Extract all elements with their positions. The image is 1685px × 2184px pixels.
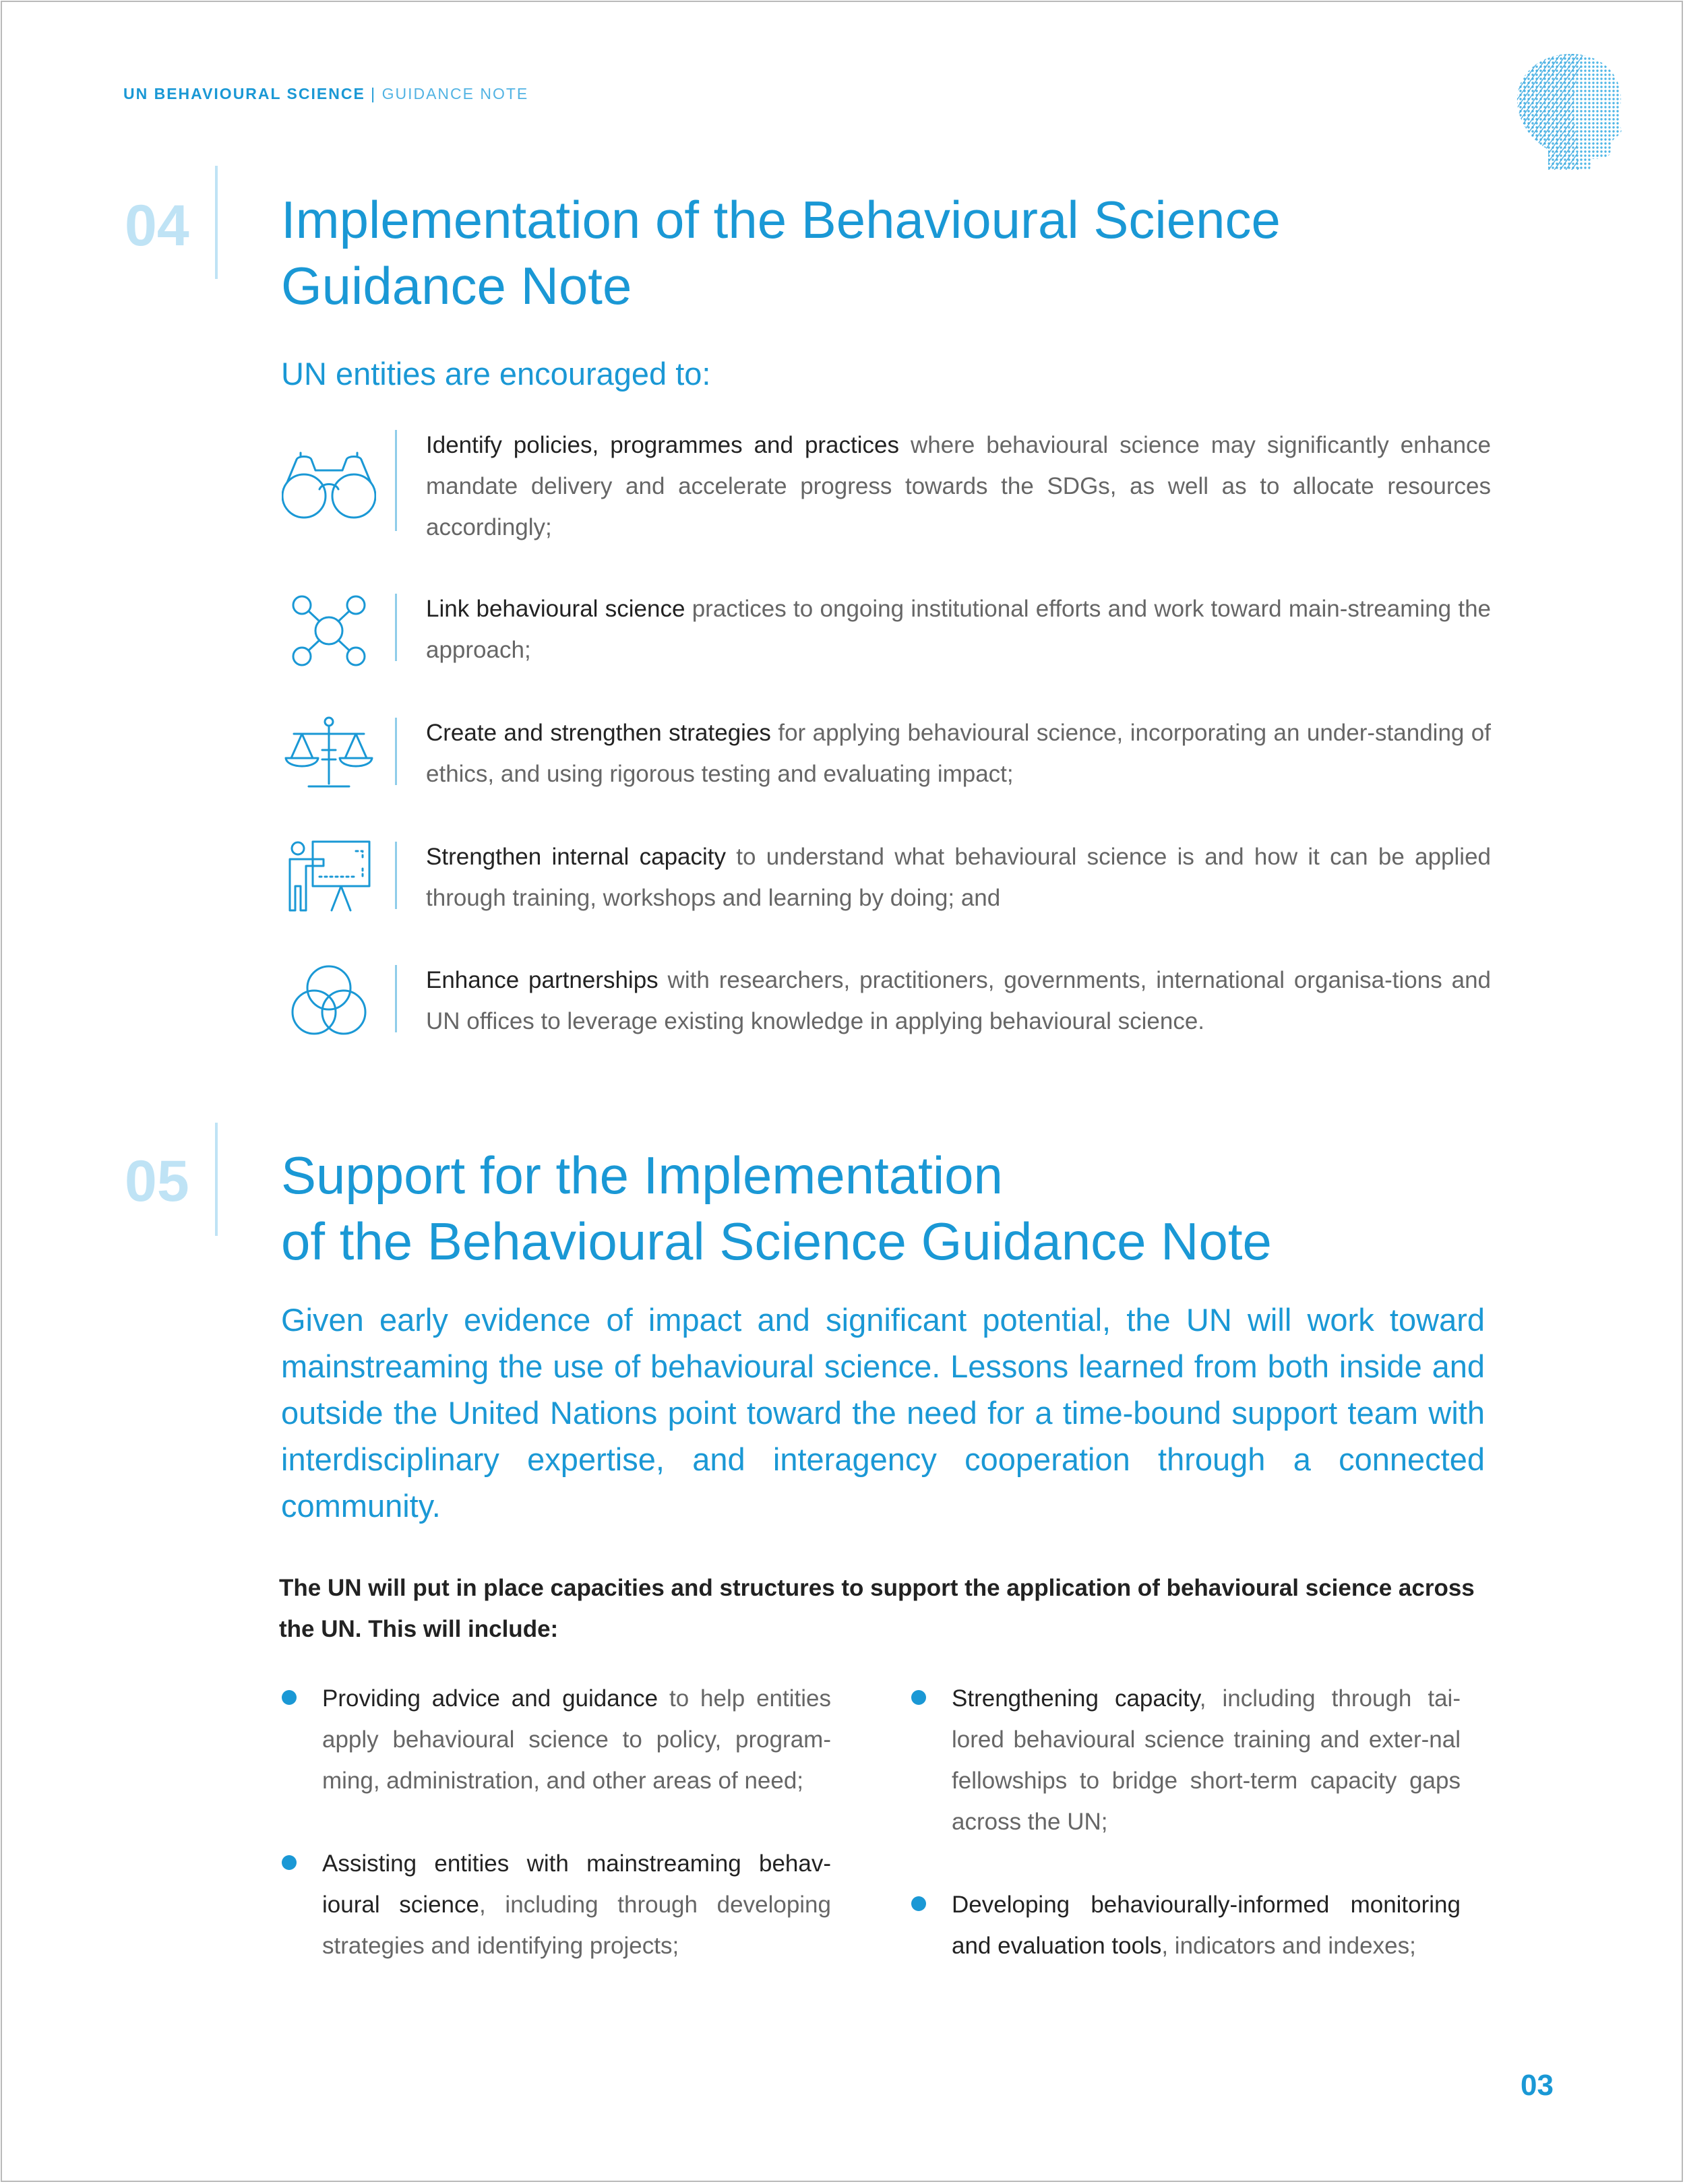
item-divider — [395, 594, 397, 661]
bullet-rest-text: to help entities apply behavioural science to policy, program-ming, administration, and other areas of need; — [322, 1685, 831, 1794]
bullet-text — [952, 1884, 1461, 1966]
page-frame — [1, 1, 1683, 2182]
section-title-04-line2: Guidance Note — [281, 256, 632, 315]
bullet-item — [282, 1678, 831, 1813]
item-divider — [395, 718, 397, 785]
bullet-bold-text: Assisting entities with mainstreaming behav-ioural science — [322, 1850, 831, 1918]
running-header — [123, 85, 528, 103]
section-title-05 — [281, 1142, 1528, 1274]
item-divider — [395, 430, 397, 531]
capacities-intro: The UN will put in place capacities and structures to support the application of behavioural science across the UN. This will include: — [279, 1575, 1475, 1642]
presentation-icon — [282, 839, 376, 913]
header-doc: GUIDANCE NOTE — [381, 85, 529, 102]
item-text — [426, 960, 1491, 1042]
item-divider — [395, 842, 397, 909]
section-lead-paragraph: Given early evidence of impact and significant potential, the UN will work toward mainstreaming the use of behavioural science. Lessons learned from both inside and outside the United Nations point toward the need for a time-bound support team with interdisciplinary expertise, and interagency cooperation through a connected community. — [281, 1302, 1485, 1524]
item-text — [426, 588, 1491, 670]
header-org: UN BEHAVIOURAL SCIENCE — [123, 85, 365, 102]
section-title-04-line1: Implementation of the Behavioural Science — [281, 190, 1281, 249]
binoculars-icon — [282, 450, 376, 524]
list-item — [270, 588, 1496, 676]
item-text — [426, 712, 1491, 794]
list-item — [270, 712, 1496, 800]
item-text — [426, 425, 1491, 548]
list-item — [270, 425, 1496, 553]
section-number-05: 05 — [125, 1149, 189, 1214]
section-number-04: 04 — [125, 193, 189, 258]
item-rest-text: with researchers, practitioners, governments, international organisa-tions and UN offices to leverage existing knowledge in applying behavioural science. — [426, 967, 1492, 1034]
item-bold-text: Strengthen internal capacity — [426, 844, 727, 870]
bullet-text — [322, 1843, 831, 1966]
bullet-rest-text: , including through developing strategies and identifying projects; — [322, 1892, 831, 1959]
bullet-rest-text: , indicators and indexes; — [1161, 1933, 1416, 1959]
item-bold-text: Identify policies, programmes and practices — [426, 432, 899, 458]
section-title-04 — [281, 187, 1528, 319]
item-bold-text: Create and strengthen strategies — [426, 720, 771, 746]
bullet-bold-text: Strengthening capacity — [952, 1685, 1200, 1712]
item-bold-text: Link behavioural science — [426, 596, 685, 622]
bullet-item — [911, 1884, 1461, 1978]
bullet-text — [322, 1678, 831, 1801]
item-rest-text: where behavioural science may significantly enhance mandate delivery and accelerate progress towards the SDGs, as well as to allocate resources accordingly; — [426, 432, 1491, 540]
page-number: 03 — [1521, 2069, 1554, 2102]
section-title-05-line2: of the Behavioural Science Guidance Note — [281, 1212, 1272, 1271]
item-text — [426, 836, 1491, 918]
section-divider-04 — [215, 166, 218, 279]
list-item — [270, 960, 1496, 1047]
network-icon — [282, 594, 376, 668]
head-profile-logo-icon — [1506, 49, 1628, 177]
bullet-dot-icon — [911, 1690, 926, 1705]
bullet-text — [952, 1678, 1461, 1842]
scales-icon — [282, 716, 376, 790]
item-rest-text: to understand what behavioural science is and how it can be applied through training, workshops and learning by doing; and — [426, 844, 1491, 911]
item-bold-text: Enhance partnerships — [426, 967, 658, 993]
bullet-dot-icon — [282, 1855, 297, 1870]
bullet-bold-text: Developing behaviourally-informed monitoring and evaluation tools — [952, 1892, 1461, 1959]
bullet-rest-text: , including through tai-lored behavioural science training and exter-nal fellowships to bridge short-term capacity gaps across the UN; — [952, 1685, 1461, 1835]
item-rest-text: practices to ongoing institutional efforts and work toward main-streaming the approach; — [426, 596, 1491, 663]
section-title-05-line1: Support for the Implementation — [281, 1146, 1003, 1205]
list-item — [270, 836, 1496, 924]
item-rest-text: for applying behavioural science, incorporating an under-standing of ethics, and using rigorous testing and evaluating impact; — [426, 720, 1491, 787]
bullet-dot-icon — [911, 1896, 926, 1911]
section-divider-05 — [215, 1123, 218, 1236]
bullet-bold-text: Providing advice and guidance — [322, 1685, 658, 1712]
header-separator: | — [365, 85, 382, 102]
bullet-item — [282, 1843, 831, 1978]
venn-circles-icon — [282, 964, 376, 1038]
bullet-item — [911, 1678, 1461, 1853]
bullet-dot-icon — [282, 1690, 297, 1705]
item-divider — [395, 965, 397, 1032]
section-intro: UN entities are encouraged to: — [281, 356, 711, 392]
